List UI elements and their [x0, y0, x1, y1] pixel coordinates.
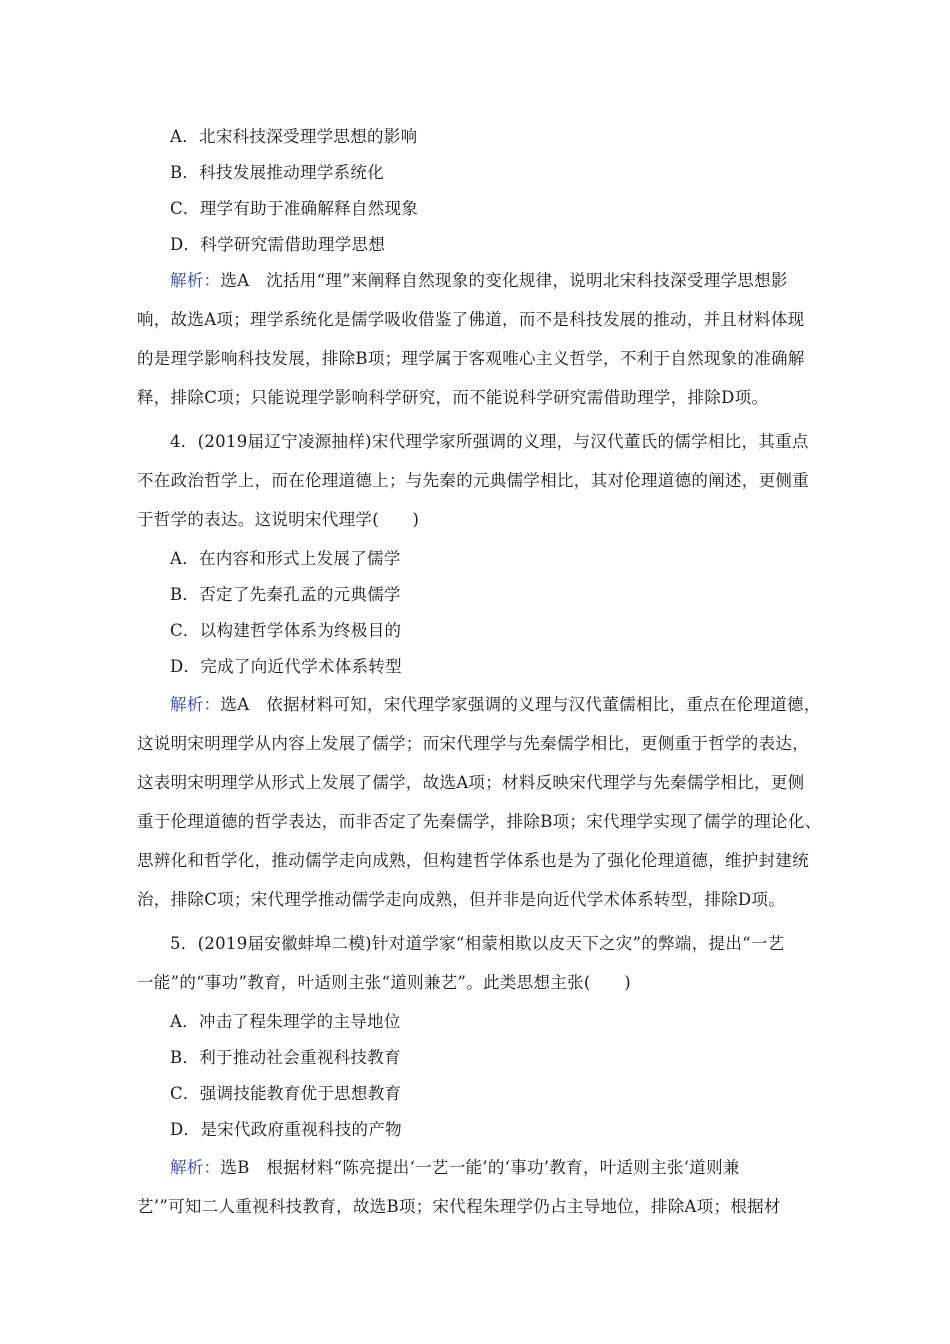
q4-option-d: D．完成了向近代学术体系转型	[170, 657, 402, 676]
q3-option-d: D．科学研究需借助理学思想	[170, 235, 386, 254]
q5-option-a: A．冲击了程朱理学的主导地位	[170, 1012, 401, 1031]
q4-stem-line-3: 于哲学的表达。这说明宋代理学( )	[137, 510, 420, 529]
q4-analysis-line-4: 重于伦理道德的哲学表达，而非否定了先秦儒学，排除B项；宋代理学实现了儒学的理论化、	[137, 812, 822, 831]
q5-option-c: C．强调技能教育优于思想教育	[170, 1084, 402, 1103]
q3-analysis-text-1: 选A 沈括用“理”来阐释自然现象的变化规律，说明北宋科技深受理学思想影	[220, 271, 788, 290]
q4-analysis-text-1: 选A 依据材料可知，宋代理学家强调的义理与汉代董儒相比，重点在伦理道德，	[220, 695, 821, 714]
q4-analysis-line-5: 思辨化和哲学化，推动儒学走向成熟，但构建哲学体系也是为了强化伦理道德，维护封建统	[137, 851, 809, 870]
q4-option-c: C．以构建哲学体系为终极目的	[170, 621, 402, 640]
q5-option-d: D．是宋代政府重视科技的产物	[170, 1120, 402, 1139]
q5-analysis-line-1	[170, 1156, 860, 1180]
q5-analysis-line-2: 艺’”可知二人重视科技教育，故选B项；宋代程朱理学仍占主导地位，排除A项；根据材	[137, 1197, 781, 1216]
q4-stem-line-1: 4．(2019届辽宁凌源抽样)宋代理学家所强调的义理，与汉代董氏的儒学相比，其重点	[170, 432, 809, 451]
q5-stem-line-1: 5．(2019届安徽蚌埠二模)针对道学家“相蒙相欺以皮天下之灾”的弊端，提出“一艺	[170, 934, 785, 953]
q3-option-b: B．科技发展推动理学系统化	[170, 163, 385, 182]
q4-analysis-line-6: 治，排除C项；宋代理学推动儒学走向成熟，但并非是向近代学术体系转型，排除D项。	[137, 890, 786, 909]
q5-analysis-label: 解析：	[170, 1158, 221, 1177]
q3-option-c: C．理学有助于准确解释自然现象	[170, 199, 419, 218]
q3-option-a: A．北宋科技深受理学思想的影响	[170, 127, 418, 146]
q3-analysis-line-3: 的是理学影响科技发展，排除B项；理学属于客观唯心主义哲学，不利于自然现象的准确解	[137, 349, 805, 368]
q4-analysis-label: 解析：	[170, 695, 221, 714]
q4-stem-line-2: 不在政治哲学上，而在伦理道德上；与先秦的元典儒学相比，其对伦理道德的阐述，更侧重	[137, 471, 809, 490]
q4-option-a: A．在内容和形式上发展了儒学	[170, 549, 401, 568]
q4-analysis-line-3: 这表明宋明理学从形式上发展了儒学，故选A项；材料反映宋代理学与先秦儒学相比，更侧	[137, 773, 805, 792]
q4-analysis-line-2: 这说明宋明理学从内容上发展了儒学；而宋代理学与先秦儒学相比，更侧重于哲学的表达，	[137, 734, 809, 753]
q3-analysis-label: 解析：	[170, 271, 221, 290]
q3-analysis-line-4: 释，排除C项；只能说理学影响科学研究，而不能说科学研究需借助理学，排除D项。	[137, 388, 769, 407]
q5-analysis-text-1: 选B 根据材料“陈亮提出‘一艺一能’的‘事功’教育，叶适则主张‘道则兼	[220, 1158, 740, 1177]
q4-option-b: B．否定了先秦孔孟的元典儒学	[170, 585, 401, 604]
q3-analysis-line-1	[170, 269, 860, 293]
q3-analysis-line-2: 响，故选A项；理学系统化是儒学吸收借鉴了佛道，而不是科技发展的推动，并且材料体现	[137, 310, 805, 329]
q5-stem-line-2: 一能”的“事功”教育，叶适则主张“道则兼艺”。此类思想主张( )	[137, 973, 631, 992]
q5-option-b: B．利于推动社会重视科技教育	[170, 1048, 401, 1067]
q4-analysis-line-1	[170, 693, 860, 717]
